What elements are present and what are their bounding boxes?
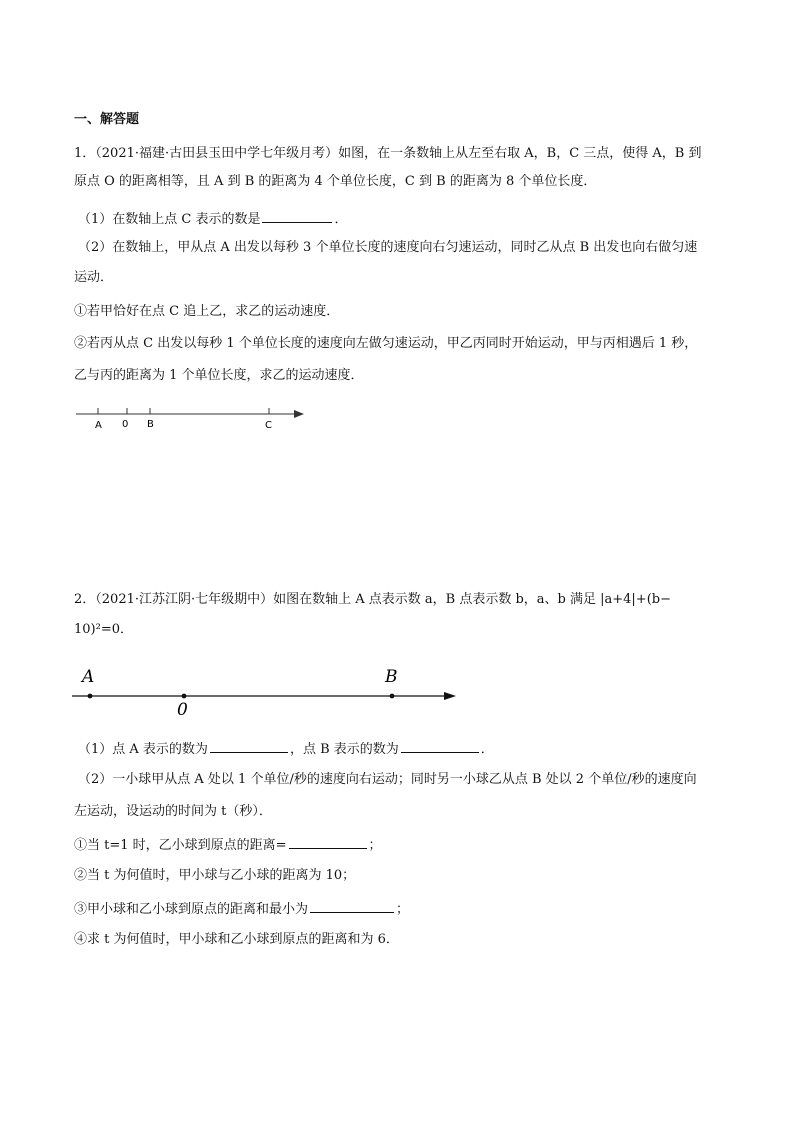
q2-label-a: A (82, 667, 95, 687)
q2-case-4: ④求 t 为何值时，甲小球和乙小球到原点的距离和为 6． (74, 932, 399, 947)
q1-number-line (70, 400, 320, 436)
q1-part-1 (78, 208, 348, 230)
q2-line-2: 10)²=0． (74, 622, 133, 637)
q2-case-1-text: ①当 t=1 时，乙小球到原点的距离= (74, 838, 287, 853)
q1-axis-arrow (294, 410, 304, 418)
q2-part-2-line-2: 左运动，设运动的时间为 t（秒）． (74, 804, 272, 819)
q2-axis-arrow (444, 692, 456, 700)
q1-part-1-text: （1）在数轴上点 C 表示的数是 (78, 212, 261, 227)
q2-part-1-text-a: （1）点 A 表示的数为 (78, 742, 208, 757)
q2-answer-blank-b[interactable] (401, 738, 479, 753)
q1-label-b: B (147, 419, 154, 430)
q1-answer-blank[interactable] (262, 208, 332, 223)
q1-label-o: 0 (122, 419, 129, 430)
q1-label-a: A (95, 420, 102, 431)
q1-line-2: 原点 O 的距离相等，且 A 到 B 的距离为 4 个单位长度，C 到 B 的距离为 8 个单位长度． (74, 174, 597, 189)
q2-label-o: 0 (177, 700, 188, 718)
q2-part-1-text-b: ，点 B 表示的数为 (289, 742, 399, 757)
q2-case-3 (74, 898, 409, 920)
q1-part-1-end: ． (334, 212, 348, 227)
q2-answer-blank-a[interactable] (210, 738, 288, 753)
q2-case-2: ②当 t 为何值时，甲小球与乙小球的距离为 10； (74, 868, 356, 883)
q2-case-3-end: ； (396, 902, 410, 917)
q2-line-1: 2．（2021·江苏江阴·七年级期中）如图在数轴上 A 点表示数 a，B 点表示数 b，a、b 满足 |a+4|+(b− (74, 592, 671, 607)
q2-answer-blank-c[interactable] (289, 834, 367, 849)
q1-part-2-line-1: （2）在数轴上，甲从点 A 出发以每秒 3 个单位长度的速度向右匀速运动，同时乙从点 B 出发也向右做匀速 (78, 240, 698, 255)
q2-case-3-text: ③甲小球和乙小球到原点的距离和最小为 (74, 902, 309, 917)
q2-part-1-end: ． (480, 742, 494, 757)
q2-answer-blank-d[interactable] (310, 898, 394, 913)
q2-label-b: B (385, 667, 398, 687)
q1-label-c: C (265, 420, 272, 431)
q1-case-2-line-2: 乙与丙的距离为 1 个单位长度，求乙的运动速度． (74, 368, 364, 383)
q2-point-a (88, 694, 93, 699)
q1-case-1: ①若甲恰好在点 C 追上乙，求乙的运动速度． (74, 304, 340, 319)
q2-number-line (70, 662, 465, 718)
q1-part-2-line-2: 运动． (74, 270, 114, 285)
q2-part-2-line-1: （2）一小球甲从点 A 处以 1 个单位/秒的速度向右运动；同时另一小球乙从点 B 处以 2 个单位/秒的速度向 (78, 772, 697, 787)
q1-case-2-line-1: ②若丙从点 C 出发以每秒 1 个单位长度的速度向左做匀速运动，甲乙丙同时开始运动，甲与丙相遇后 1 秒， (74, 336, 698, 351)
q2-case-1 (74, 834, 382, 856)
q2-part-1 (78, 738, 494, 760)
q2-point-o (182, 694, 187, 699)
section-title: 一、解答题 (74, 112, 140, 127)
q2-case-1-end: ； (368, 838, 382, 853)
q1-line-1: 1．（2021·福建·古田县玉田中学七年级月考）如图，在一条数轴上从左至右取 A，B，C 三点，使得 A，B 到 (74, 146, 702, 161)
q2-point-b (390, 694, 395, 699)
